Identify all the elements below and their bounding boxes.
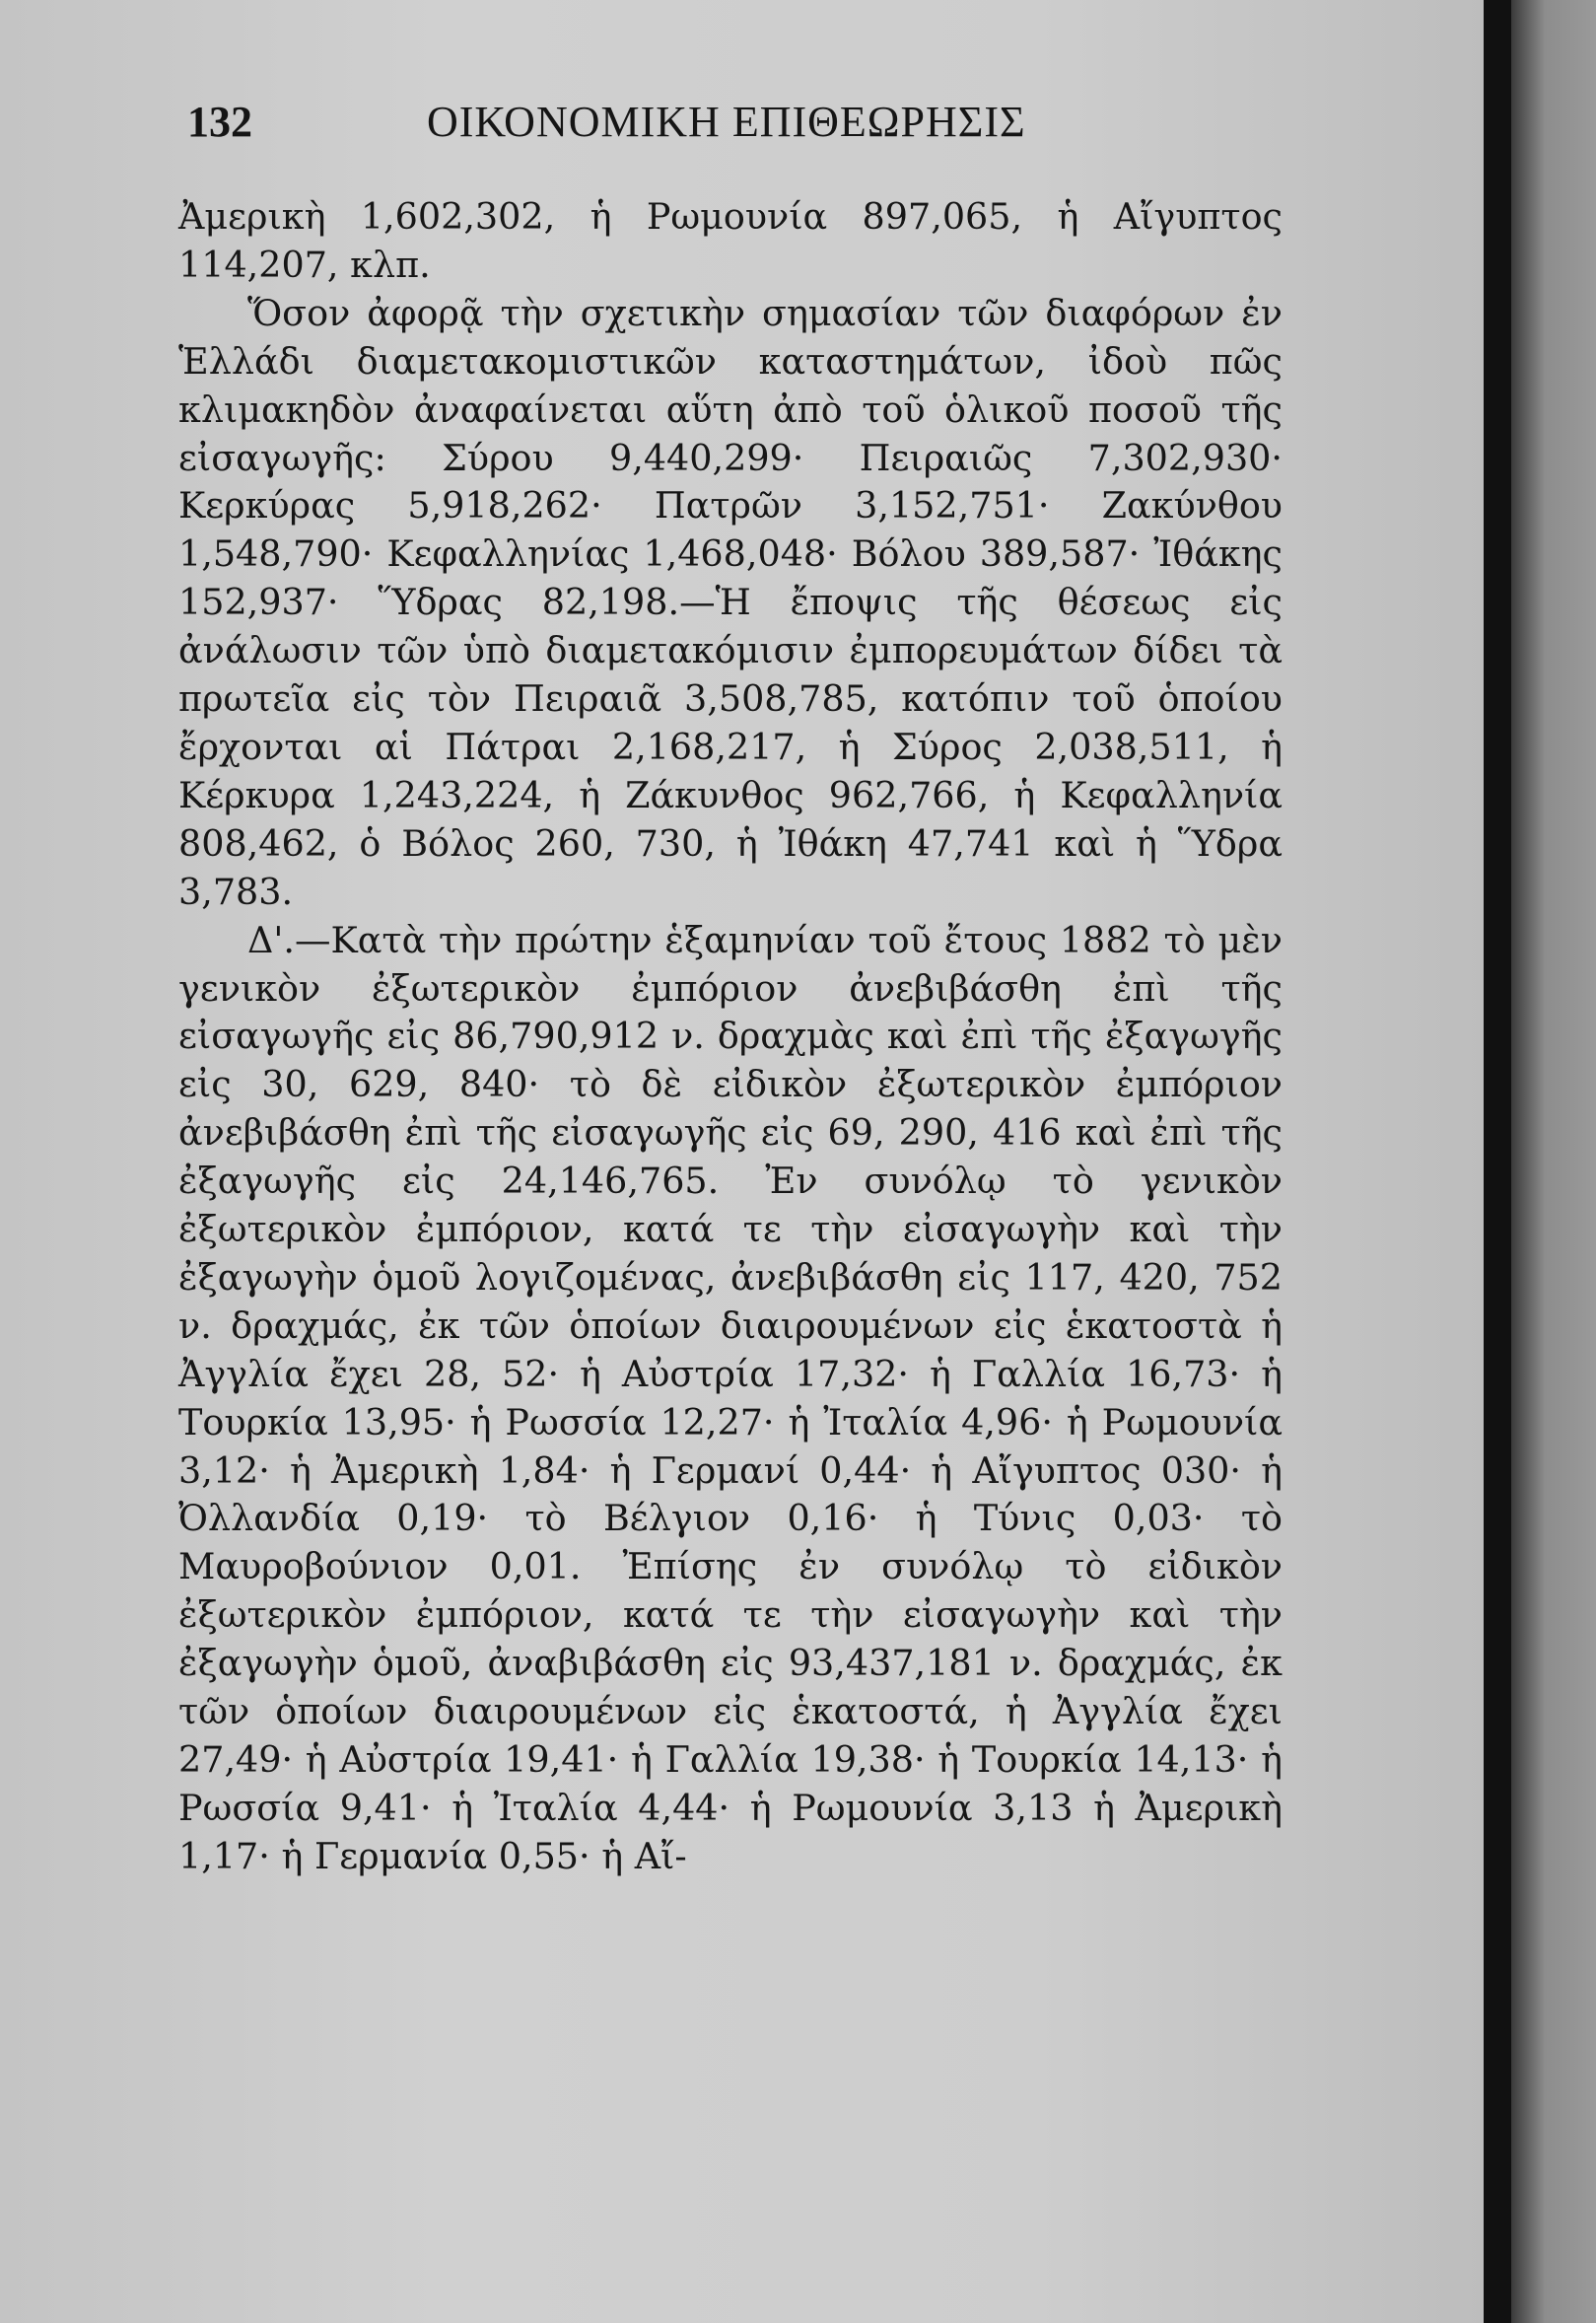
scan-margin xyxy=(1511,0,1596,2323)
running-head xyxy=(187,97,1282,156)
body-text xyxy=(178,193,1283,1881)
paragraph-ports: Ὅσον ἀφορᾷ τὴν σχετικὴν σημασίαν τῶν διαφόρων ἐν Ἑλλάδι διαμετακομιστικῶν καταστημάτων, ἰδοὺ πῶς κλιμακηδὸν ἀναφαίνεται αὕτη ἀπὸ τοῦ ὁλικοῦ ποσοῦ τῆς εἰσαγωγῆς: Σύρου 9,440,299· Πειραιῶς 7,302,930· Κερκύρας 5,918,262· Πατρῶν 3,152,751· Ζακύνθου 1,548,790· Κεφαλληνίας 1,468,048· Βόλου 389,587· Ἰθάκης 152,937· Ὕδρας 82,198.—Ἡ ἔποψις τῆς θέσεως εἰς ἀνάλωσιν τῶν ὑπὸ διαμετακόμισιν ἐμπορευμάτων δίδει τὰ πρωτεῖα εἰς τὸν Πειραιᾶ 3,508,785, κατόπιν τοῦ ὁποίου ἔρχονται αἱ Πάτραι 2,168,217, ἡ Σύρος 2,038,511, ἡ Κέρκυρα 1,243,224, ἡ Ζάκυνθος 962,766, ἡ Κεφαλληνία 808,462, ὁ Βόλος 260, 730, ἡ Ἰθάκη 47,741 καὶ ἡ Ὕδρα 3,783. xyxy=(178,291,1283,913)
page-edge-shadow xyxy=(1484,0,1511,2323)
page-number: 132 xyxy=(187,98,252,146)
running-title: ΟΙΚΟΝΟΜΙΚΗ ΕΠΙΘΕΩΡΗΣΙΣ xyxy=(427,98,1026,146)
paragraph-section-d: Δ'.—Κατὰ τὴν πρώτην ἑξαμηνίαν τοῦ ἔτους 1882 τὸ μὲν γενικὸν ἐξωτερικὸν ἐμπόριον ἀνεβιβάσθη ἐπὶ τῆς εἰσαγωγῆς εἰς 86,790,912 ν. δραχμὰς καὶ ἐπὶ τῆς ἐξαγωγῆς εἰς 30, 629, 840· τὸ δὲ εἰδικὸν ἐξωτερικὸν ἐμπόριον ἀνεβιβάσθη ἐπὶ τῆς εἰσαγωγῆς εἰς 69, 290, 416 καὶ ἐπὶ τῆς ἐξαγωγῆς εἰς 24,146,765. Ἐν συνόλῳ τὸ γενικὸν ἐξωτερικὸν ἐμπόριον, κατά τε τὴν εἰσαγωγὴν καὶ τὴν ἐξαγωγὴν ὁμοῦ λογιζομένας, ἀνεβιβάσθη εἰς 117, 420, 752 ν. δραχμάς, ἐκ τῶν ὁποίων διαιρουμένων εἰς ἑκατοστὰ ἡ Ἀγγλία ἔχει 28, 52· ἡ Αὐστρία 17,32· ἡ Γαλλία 16,73· ἡ Τουρκία 13,95· ἡ Ρωσσία 12,27· ἡ Ἰταλία 4,96· ἡ Ρωμουνία 3,12· ἡ Ἀμερικὴ 1,84· ἡ Γερμανί 0,44· ἡ Αἴγυπτος 030· ἡ Ὀλλανδία 0,19· τὸ Βέλγιον 0,16· ἡ Τύνις 0,03· τὸ Μαυροβούνιον 0,01. Ἐπίσης ἐν συνόλῳ τὸ εἰδικὸν ἐξωτερικὸν ἐμπόριον, κατά τε τὴν εἰσαγωγὴν καὶ τὴν ἐξαγωγὴν ὁμοῦ, ἀναβιβάσθη εἰς 93,437,181 ν. δραχμάς, ἐκ τῶν ὁποίων διαιρουμένων εἰς ἑκατοστά, ἡ Ἀγγλία ἔχει 27,49· ἡ Αὐστρία 19,41· ἡ Γαλλία 19,38· ἡ Τουρκία 14,13· ἡ Ρωσσία 9,41· ἡ Ἰταλία 4,44· ἡ Ρωμουνία 3,13 ἡ Ἀμερικὴ 1,17· ἡ Γερμανία 0,55· ἡ Αἴ- xyxy=(178,918,1283,1877)
paragraph-continuation: Ἀμερικὴ 1,602,302, ἡ Ρωμουνία 897,065, ἡ Αἴγυπτος 114,207, κλπ. xyxy=(178,195,1283,286)
